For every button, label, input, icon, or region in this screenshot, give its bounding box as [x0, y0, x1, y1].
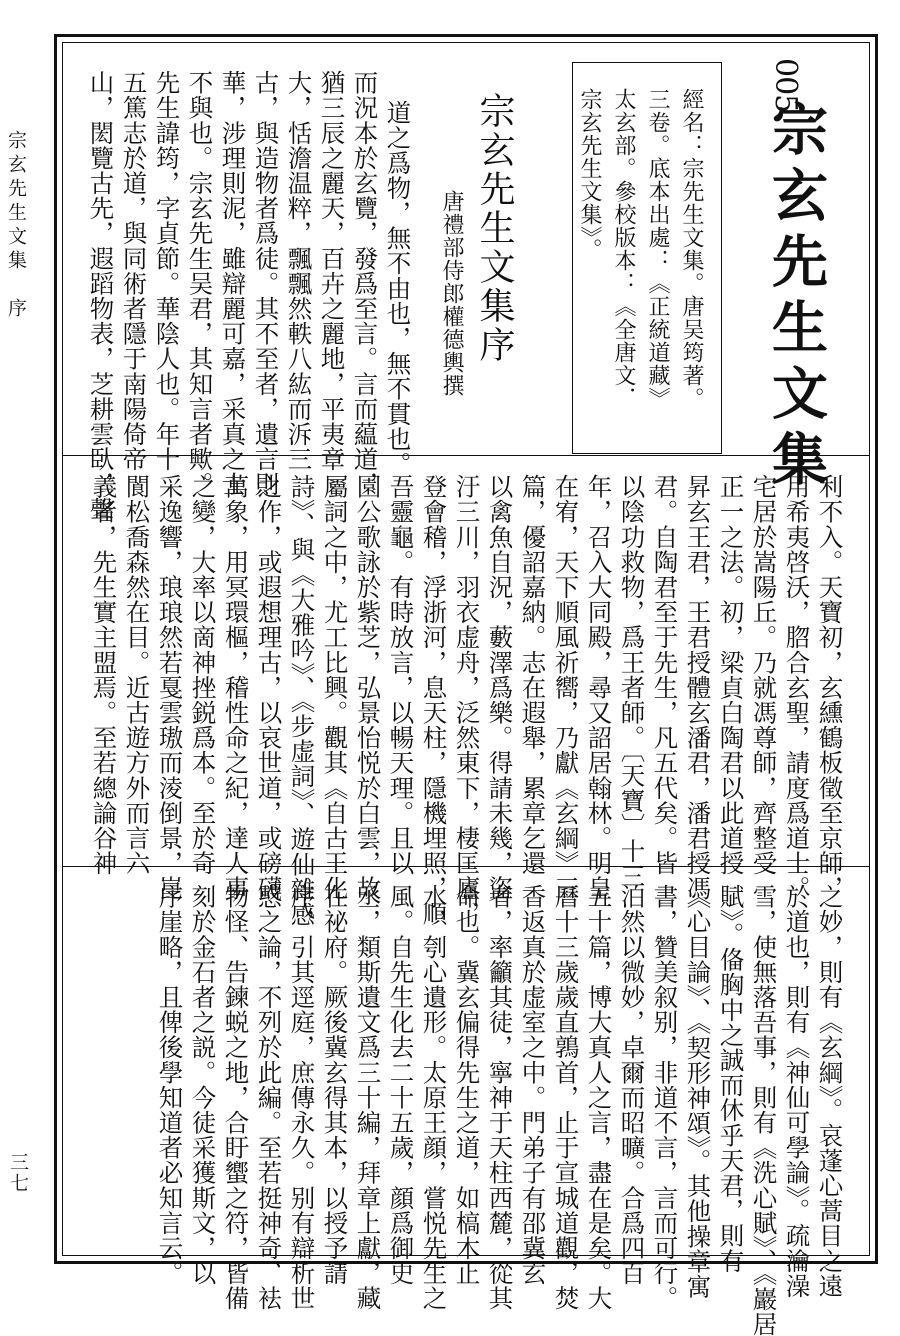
text-column: 之妙，則有《玄綱》。哀蓬心蒿目之遠 — [815, 884, 845, 1299]
text-column: 書，贊美叙别，非道不言，言而可行。 — [650, 884, 680, 1311]
text-column: 年，召入大同殿，尋又詔居翰林。明皇 — [584, 474, 614, 901]
text-column: 詩》、與《大雅吟》、《步虚詞》、遊仙雜感 — [287, 474, 317, 927]
text-column: 之作，或遐想理古，以哀世道，或磅礴 — [254, 474, 284, 901]
text-column: 猶三辰之麗天，百卉之麗地，平夷章 — [317, 70, 347, 472]
page-number: 三七 — [7, 1152, 29, 1194]
text-column: 屬詞之中，尤工比興。觀其《自古王化 — [320, 474, 350, 901]
text-column: 以陰功救物，爲王者師。〔天寶〕十三 — [617, 474, 647, 889]
text-number: 005 — [768, 58, 803, 113]
text-column: 在祕府。厥後冀玄得其本，以授予請 — [320, 884, 350, 1286]
running-title: 宗玄先生文集 序 — [5, 130, 27, 322]
text-column: 山，閎覽古先，遐蹈物表，芝耕雲臥，聲 — [86, 70, 116, 522]
text-column: 先生諱筠，字貞節。華陰人也。年十 — [152, 70, 182, 472]
text-column: 泊然以微妙，卓爾而昭曠。合爲四百 — [617, 884, 647, 1286]
text-column: 物怪、告鍊蜕之地，合盱蠁之符，皆備 — [221, 884, 251, 1311]
text-column: 於道也，則有《神仙可學論》。疏瀹澡 — [782, 884, 812, 1299]
text-column: 采逸響，琅琅然若戛雲璈而淩倒景，崑 — [155, 474, 185, 901]
text-column: 宅居於嵩陽丘。乃就馮尊師，齊整受 — [749, 474, 779, 876]
text-column: 《心目論》、《契形神頌》。其他操章寓 — [683, 884, 713, 1300]
text-column: 萬象，用冥環樞，稽性命之紀，達人事 — [221, 474, 251, 901]
info-line: 太玄部。參校版本：《全唐文． — [611, 88, 636, 410]
text-column: 吾靈龜。有時放言，以暢天理。且以 — [386, 474, 416, 876]
text-column: 以禽魚自況，藪澤爲樂。得請未幾，盜 — [485, 474, 515, 901]
text-column: 序，引其逕庭，庶傳永久。别有辯析世 — [287, 884, 317, 1311]
text-column: 者，率籲其徒，寧神于天柱西麓，從其 — [485, 884, 515, 1311]
text-column: 惑之論，不列於此編。至若挺神奇、袪 — [254, 884, 284, 1311]
text-column: 閬松喬森然在目。近古遊方外而言六 — [122, 474, 152, 876]
preface-author: 唐禮部侍郎權德輿撰 — [439, 190, 464, 397]
text-column: 在宥，天下順風祈嚮，乃獻《玄綱》三 — [551, 474, 581, 901]
info-line: 三卷。底本出處：《正統道藏》 — [645, 88, 670, 410]
section-divider-1 — [62, 455, 870, 456]
text-column: 水，刳心遺形。太原王顔，嘗悦先生之 — [419, 884, 449, 1311]
main-title: 宗玄先生文集 — [763, 100, 829, 496]
text-column: 五篤志於道，與同術者隱于南陽倚帝 — [119, 70, 149, 472]
text-column: 曆十三歲歲直鶉首，止于宣城道觀，焚 — [551, 884, 581, 1311]
text-column: 園公歌詠於紫芝，弘景怡悦於白雲，故 — [353, 474, 383, 901]
text-column: 正一之法。初，梁貞白陶君以此道授 — [716, 474, 746, 876]
text-column: 風。自先生化去二十五歲，顔爲御史 — [386, 884, 416, 1286]
text-column: 賦》。俻胸中之誠而休乎天君，則有 — [716, 884, 746, 1274]
text-column: 之變，大率以啇神挫鋭爲本。至於奇 — [188, 474, 218, 876]
info-line: 宗玄先生文集》。 — [577, 88, 602, 261]
info-line: 經名：宗先生文集。唐吴筠著。 — [679, 88, 704, 410]
text-column: 香返真於虚室之中。門弟子有邵冀玄 — [518, 884, 548, 1286]
text-column: 雪，使無落吾事，則有《洗心賦》、《巖居 — [749, 884, 779, 1336]
text-column: 刻於金石者之説。今徒采獲斯文，以 — [188, 884, 218, 1286]
text-column: 而況本於玄覽，發爲至言。言而藴道， — [350, 70, 380, 497]
text-column: 登會稽，浮浙河，息天柱，隱機埋照，順 — [419, 474, 449, 926]
text-column: 篇，優詔嘉納。志在遐舉，累章乞還 — [518, 474, 548, 876]
text-column: 君。自陶君至于先生，凡五代矣。皆 — [650, 474, 680, 876]
text-column: 用希夷啓沃，脗合玄聖，請度爲道士。 — [782, 474, 812, 901]
text-column: 序崖略，且俾後學知道者必知言云。 — [155, 884, 185, 1286]
text-column: 道之爲物，無不由也，無不貫也。 — [383, 100, 413, 477]
text-column: 利不入。天寶初，玄纁鶴板徵至京師， — [815, 474, 845, 901]
preface-title: 宗玄先生文集序 — [474, 92, 515, 365]
text-column: 丞，類斯遺文爲三十編，拜章上獻，藏 — [353, 884, 383, 1311]
text-column: 義者，先生實主盟焉。至若總論谷神 — [89, 474, 119, 876]
text-column: 不與也。宗玄先生吴君，其知言者歟。 — [185, 70, 215, 497]
text-column: 古，與造物者爲徒。其不至者，遺言則 — [251, 70, 281, 497]
text-column: 昇玄王君，王君授體玄潘君，潘君授馮 — [683, 474, 713, 901]
text-column: 命也。冀玄偏得先生之道，如槁木止 — [452, 884, 482, 1286]
text-column: 華，涉理則泥，雖辯麗可嘉，采真之士 — [218, 70, 248, 497]
text-column: 大，恬澹温粹，飄飄然軼八紘而泝三 — [284, 70, 314, 472]
text-column: 汙三川，羽衣虚舟，泛然東下，棲匡廬， — [452, 474, 482, 926]
text-column: 五十篇，博大真人之言，盡在是矣。大 — [584, 884, 614, 1311]
